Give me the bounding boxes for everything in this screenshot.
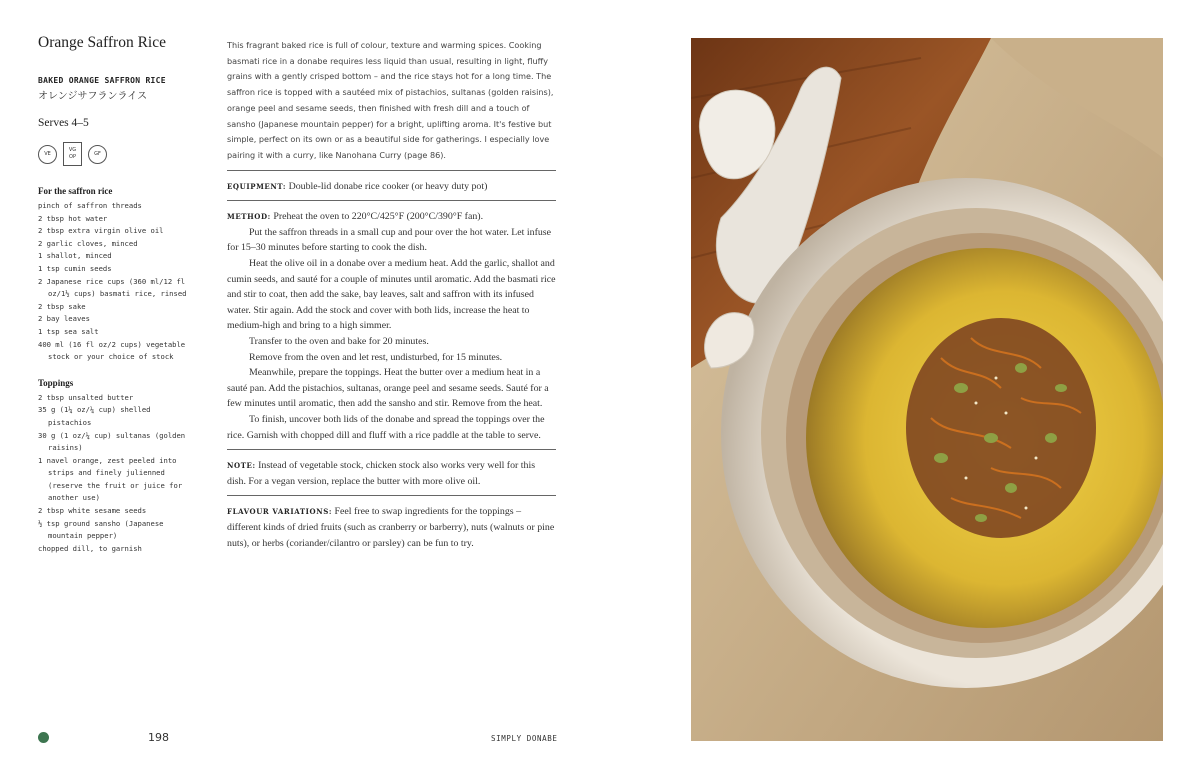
divider [227,170,556,171]
toppings-ingredient-list [38,392,188,556]
toppings-heading: Toppings [38,377,74,388]
ingredient-item: 2 tbsp white sesame seeds [38,506,147,516]
ingredient-item: 400 ml (16 fl oz/2 cups) vegetable stock or your choice of stock [38,339,186,362]
ingredient-item: 2 garlic cloves, minced [38,238,138,248]
flavour-variations-section [227,504,556,551]
page-number: 198 [148,731,169,744]
method-step: Put the saffron threads in a small cup and pour over the hot water. Let infuse for 15–30 minutes before starting to cook the dish. [227,226,552,254]
serves-count: Serves 4–5 [38,117,89,129]
ingredient-item: 2 tbsp unsalted butter [38,392,134,402]
ingredient-item: ½ tsp ground sansho (Japanese mountain pepper) [38,518,164,541]
ingredient-item: 2 tbsp hot water [38,213,108,223]
vegetarian-option-badge [63,142,82,166]
ingredient-item: 2 bay leaves [38,314,90,324]
gluten-free-badge: GF [88,145,107,164]
ingredient-item: pinch of saffron threads [38,201,142,210]
method-step: Heat the olive oil in a donabe over a medium heat. Add the garlic, shallot and cumin seeds, and sauté for a couple of minutes until aromatic. Add the basmati rice and stir to coat, then add the sake, bay leaves, salt and saffron with its infused water. Stir again. Add the stock and cover with both lids, increase the heat to medium-high and bring to a high simmer. [227,258,556,332]
note-label: NOTE: [227,461,256,471]
method-label: METHOD: [227,212,271,222]
vegetarian-badge-line2: OP [69,154,76,160]
note-section [227,458,556,489]
note-text: Instead of vegetable stock, chicken stock also works very well for this dish. For a vegan version, replace the butter with more olive oil. [227,460,536,487]
method-step: Transfer to the oven and bake for 20 minutes. [249,335,429,347]
method-step: Meanwhile, prepare the toppings. Heat the butter over a medium heat in a sauté pan. Add the pistachios, sultanas, orange peel and sesame seeds. Sauté for a few minutes until aromatic, then add the sansho and stir. Remove from the heat. [227,367,549,410]
ingredient-item: 2 Japanese rice cups (360 ml/12 fl oz/1½ cups) basmati rice, rinsed [38,276,187,299]
recipe-intro: This fragrant baked rice is full of colour, texture and warming spices. Cooking basmati rice in a donabe requires less liquid than usual, resulting in light, fluffy grains with a gently crisped bottom – and the rice stays hot for a long time. The saffron rice is topped with a sautéed mix of pistachios, sultanas (golden raisins), orange peel and sesame seeds, then finished with fresh dill and a touch of sansho (Japanese mountain pepper) for a bright, uplifting aroma. It's festive but simple, perfect on its own or as a beautiful side for gatherings. I especially love pairing it with a curry, like Nanohana Curry (page 86). [227,40,554,160]
vegan-badge: VE [38,145,57,164]
method-first-step: Preheat the oven to 220°C/425°F (200°C/390°F fan). [273,211,484,223]
ingredient-item: 2 tbsp extra virgin olive oil [38,226,164,236]
vegetarian-badge-line1: VG [68,147,77,153]
page-marker-dot [38,732,49,743]
ingredient-item: 2 tbsp sake [38,301,86,311]
equipment-label: EQUIPMENT: [227,181,287,191]
method-step: To finish, uncover both lids of the donabe and spread the toppings over the rice. Garnish with chopped dill and fluff with a rice paddle at the table to serve. [227,413,545,441]
dietary-badges [38,142,188,166]
saffron-rice-heading: For the saffron rice [38,186,113,196]
recipe-body [227,38,556,557]
divider [227,449,556,450]
method-step: Remove from the oven and let rest, undisturbed, for 15 minutes. [249,351,503,363]
recipe-subtitle-japanese: オレンジサフランライス [38,91,148,102]
equipment-section [227,179,556,195]
equipment-text: Double-lid donabe rice cooker (or heavy duty pot) [288,180,488,192]
recipe-photo [691,38,1163,741]
method-section [227,209,556,443]
divider [227,495,556,496]
saffron-rice-ingredient-list [38,200,188,364]
recipe-sidebar [38,34,188,555]
recipe-subtitle-english: BAKED ORANGE SAFFRON RICE [38,76,166,85]
ingredient-item: 1 navel orange, zest peeled into strips and finely julienned (reserve the fruit or juice for another use) [38,455,183,503]
recipe-title: Orange Saffron Rice [38,34,166,51]
flavour-variations-label: FLAVOUR VARIATIONS: [227,507,333,517]
ingredient-item: 1 tsp sea salt [38,326,99,336]
ingredient-item: 1 tsp cumin seeds [38,263,112,273]
ingredient-item: 35 g (1¼ oz/¼ cup) shelled pistachios [38,405,151,427]
ingredient-item: chopped dill, to garnish [38,543,142,553]
running-footer-book-title: SIMPLY DONABE [491,734,558,743]
divider [227,200,556,201]
ingredient-item: 1 shallot, minced [38,251,112,261]
donabe-rice-illustration [691,38,1163,741]
flavour-variations-text: Feel free to swap ingredients for the toppings – different kinds of dried fruits (such as cranberry or barberry), nuts (walnuts or pine nuts), or herbs (coriander/cilantro or parsley) can be fun to try. [227,506,555,549]
ingredient-item: 30 g (1 oz/¼ cup) sultanas (golden raisins) [38,430,186,453]
